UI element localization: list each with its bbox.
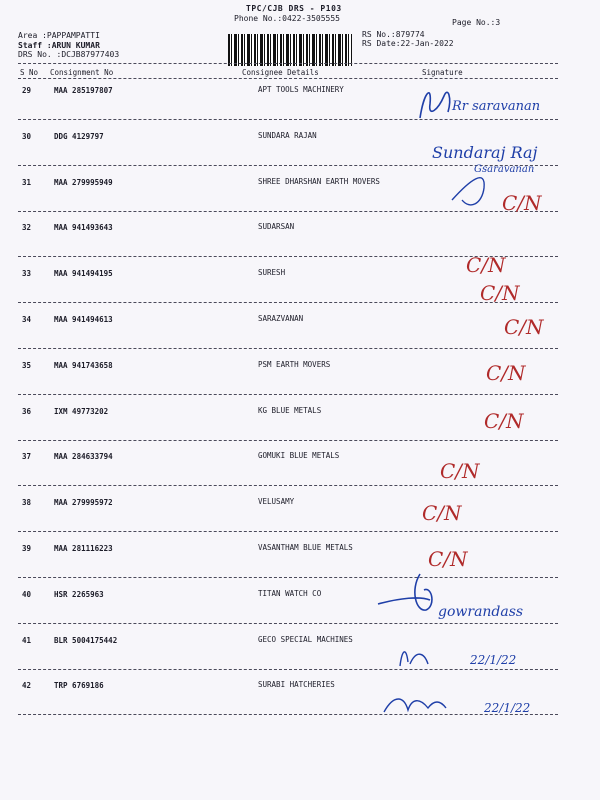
row-divider [18, 256, 558, 257]
row-consignee: PSM EARTH MOVERS [258, 359, 331, 369]
row-consignee: SUNDARA RAJAN [258, 130, 317, 140]
signature-29 [420, 92, 450, 118]
row-consignee: TITAN WATCH CO [258, 588, 322, 598]
row-consignment: MAA 279995972 [54, 498, 113, 508]
row-sno: 40 [22, 589, 32, 599]
signature-40-scribble [378, 574, 432, 610]
row-sno: 35 [22, 360, 32, 370]
row-consignee: APT TOOLS MACHINERY [258, 85, 344, 94]
row-consignee: GECO SPECIAL MACHINES [258, 634, 353, 644]
row-consignment: MAA 279995949 [54, 177, 113, 187]
col-signature: Signature [422, 68, 463, 77]
cn-note-33b: C/N [480, 281, 520, 305]
row-sno: 37 [22, 452, 32, 462]
row-sno: 42 [22, 681, 32, 691]
cn-note-39: C/N [428, 547, 468, 571]
cn-note-34: C/N [504, 315, 544, 339]
row-consignee: SHREE DHARSHAN EARTH MOVERS [258, 176, 380, 186]
row-divider [18, 623, 558, 624]
col-consignment: Consignment No [50, 68, 114, 77]
row-consignment: MAA 941494195 [54, 269, 113, 279]
row-consignment: IXM 49773202 [54, 406, 109, 416]
row-sno: 38 [22, 498, 32, 508]
signature-42-text: 22/1/22 [484, 701, 531, 715]
row-consignment: MAA 941493643 [54, 223, 113, 233]
row-sno: 32 [22, 223, 32, 233]
row-divider [18, 394, 558, 395]
cn-note-33a: C/N [466, 253, 506, 277]
cn-note-31: C/N [502, 191, 542, 215]
row-sno: 36 [22, 406, 32, 416]
row-consignee: VELUSAMY [258, 497, 295, 507]
header-top-rule [18, 63, 558, 64]
header-bottom-rule [18, 78, 558, 79]
row-divider [18, 348, 558, 349]
row-divider [18, 211, 558, 212]
row-divider [18, 485, 558, 486]
row-sno: 41 [22, 635, 32, 645]
report-title: TPC/CJB DRS - P103 [246, 4, 342, 13]
phone-number: Phone No.:0422-3505555 [234, 14, 340, 23]
row-sno: 31 [22, 177, 32, 187]
row-consignee: VASANTHAM BLUE METALS [258, 543, 353, 552]
col-sno: S No [20, 68, 39, 77]
row-sno: 30 [22, 131, 32, 141]
row-consignment: HSR 2265963 [54, 589, 104, 599]
signature-42-scribble [384, 699, 446, 712]
row-consignee: SURESH [258, 268, 286, 278]
signature-31-scribble [452, 178, 484, 205]
drs-number: DRS No. :DCJB87977403 [18, 50, 120, 59]
row-consignment: MAA 284633794 [54, 452, 113, 462]
signature-29-text: Rr saravanan [452, 99, 541, 114]
row-divider [18, 440, 558, 441]
row-sno: 34 [22, 315, 32, 324]
row-divider [18, 669, 558, 670]
cn-note-38: C/N [422, 501, 462, 525]
signature-41-text: 22/1/22 [470, 653, 517, 667]
row-sno: 29 [22, 86, 32, 95]
row-consignee: SURABI HATCHERIES [258, 680, 335, 690]
row-divider [18, 302, 558, 303]
row-divider [18, 119, 558, 120]
signature-40-text: gowrandass [438, 604, 524, 620]
row-consignee: GOMUKI BLUE METALS [258, 451, 340, 461]
row-divider [18, 714, 558, 715]
row-sno: 33 [22, 269, 32, 279]
rs-date: RS Date:22-Jan-2022 [362, 39, 454, 48]
cn-note-37: C/N [440, 459, 480, 483]
row-consignment: MAA 285197807 [54, 86, 113, 95]
row-consignment: TRP 6769186 [54, 681, 104, 691]
row-consignment: MAA 941494613 [54, 315, 113, 324]
cn-note-36: C/N [484, 409, 524, 433]
cn-note-35: C/N [486, 361, 526, 385]
barcode-image [228, 34, 352, 66]
area-label: Area :PAPPAMPATTI [18, 31, 100, 40]
rs-number: RS No.:879774 [362, 30, 425, 39]
row-consignment: MAA 281116223 [54, 544, 113, 553]
row-consignee: SARAZVANAN [258, 314, 304, 323]
row-divider [18, 531, 558, 532]
row-consignment: MAA 941743658 [54, 360, 113, 370]
row-consignment: BLR 5004175442 [54, 635, 118, 645]
signature-30-text: Sundaraj Raj [432, 143, 538, 162]
signature-41-scribble [400, 652, 428, 666]
row-sno: 39 [22, 544, 32, 553]
row-consignee: SUDARSAN [258, 222, 295, 232]
page-number: Page No.:3 [452, 18, 501, 27]
col-consignee: Consignee Details [242, 68, 319, 77]
row-consignee: KG BLUE METALS [258, 405, 322, 415]
row-consignment: DDG 4129797 [54, 131, 104, 141]
staff-label: Staff :ARUN KUMAR [18, 41, 100, 50]
signature-30b-text: Gsaravanan [474, 164, 535, 175]
row-divider [18, 577, 558, 578]
row-divider [18, 165, 558, 166]
